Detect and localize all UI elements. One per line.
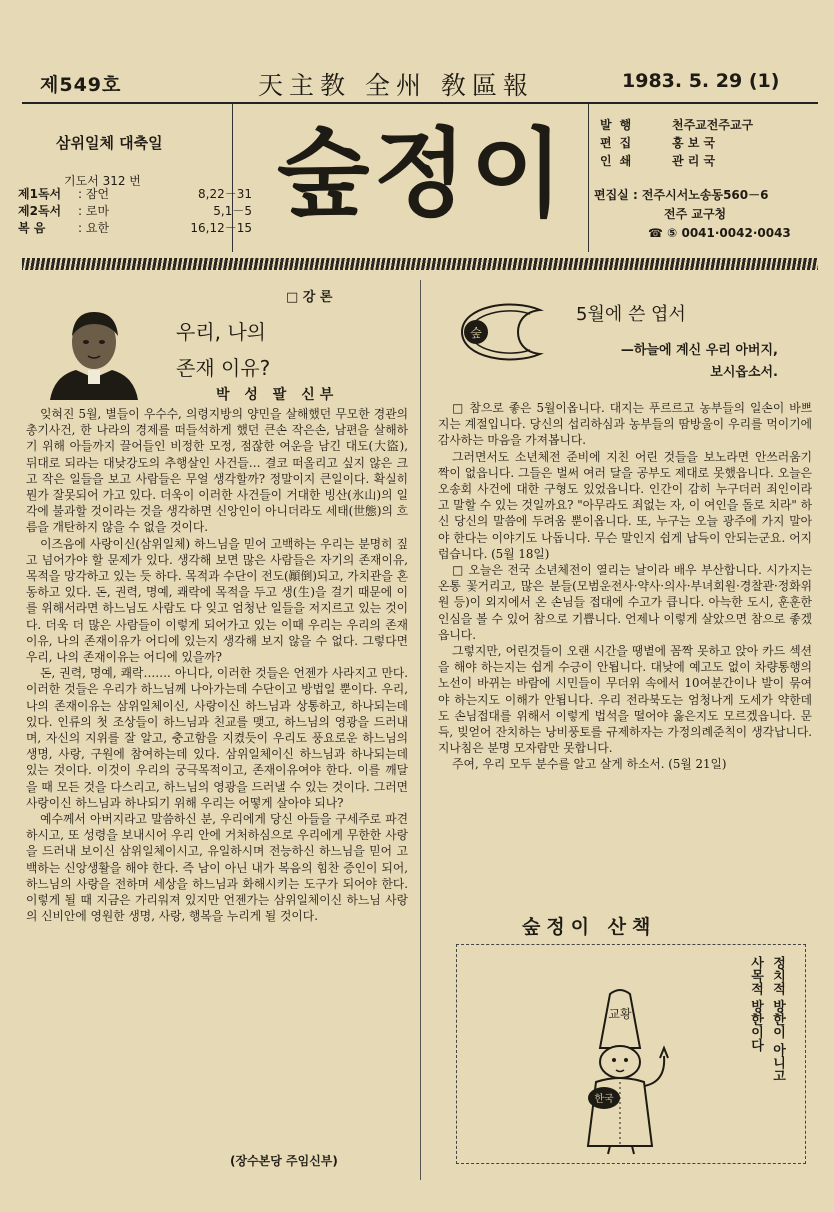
hat-label: 교황 xyxy=(608,1007,632,1021)
issue-date: 1983. 5. 29 (1) xyxy=(622,70,780,92)
cartoon-caption xyxy=(742,956,788,1082)
reading-label: 제2독서 xyxy=(18,204,62,218)
letter-paragraph: 그러면서도 소년체전 준비에 지친 어린 것들을 보노라면 안쓰러움기 짝이 없읍니다. 그들은 벌써 여러 달을 공부도 제대로 못했읍니다. 오늘은 오송회 사건에 대한 구형도 있었읍니다. 인간이 감히 누구더러 죄인이라고 말할 수 있는 것일까요? "아무라도 죄없는 자, 이 여인을 돌로 치라" 하신 당신의 말씀에 두려움 뿐이옵니다. 또, 누구는 오늘 광주에 가지 말아야 한다는 이야기도 나돕니다. 무슨 말인지 쉽게 납득이 안되는군요. 어지럽습니다. (5월 18일) xyxy=(438,449,812,561)
reading-verses: 5,1－5 xyxy=(213,204,252,218)
author-photo xyxy=(40,300,148,400)
editorial-signature: (장수본당 주임신부) xyxy=(230,1154,338,1168)
reading-label: 복 음 xyxy=(18,221,46,235)
address-line-2: 전주 교구청 xyxy=(664,207,727,221)
publisher-key: 인쇄 xyxy=(600,154,640,168)
section-tag: □ 강 론 xyxy=(286,290,333,305)
letter-subtitle xyxy=(568,340,778,384)
column-divider xyxy=(420,280,421,1180)
issue-number: 제549호 xyxy=(40,74,122,96)
editorial-paragraph: 이즈음에 사랑이신(삼위일체) 하느님을 믿어 고백하는 우리는 분명히 짚고 넘어가야 할 문제가 있다. 생각해 보면 많은 사람들은 자기의 존재이유, 목적을 망각하고 있는 듯 하다. 목적과 수단이 전도(顚倒)되고, 가치관을 혼동하고 있다. 돈, 권력, 명예, 쾌락에 목적을 두고 생(生)을 걸기 때문에 이를 위해서라면 하느님도 사람도 다 잊고 엄청난 일들을 저지르고 있는 것이다. 더욱 더 많은 사람들이 이렇게 되어가고 있는 이때 우리는 우리의 존재이유, 나의 존재이유가 어디에 있는지 생각해 보지 않을 수 없다. 그렇다면 우리, 나의 존재이유는 어디에 있을까? xyxy=(26,536,408,665)
publisher-row xyxy=(600,152,753,170)
publisher-value: 홍 보 국 xyxy=(672,136,716,150)
feast-title: 삼위일체 대축일 xyxy=(56,134,163,152)
editorial-paragraph: 잊혀진 5월, 별들이 우수수, 의령지방의 양민을 살해했던 무모한 경관의 총기사건, 한 나라의 경제를 떠들석하게 했던 큰손 작은손, 남편을 살해하기 위해 아들까지 끌어들인 비정한 모정, 점잖한 여운을 남긴 대도(大盜), 뒤대로 되라는 대낮강도의 추행살인 사건들… 결코 떠올리고 싶지 않은 크고 작은 일들을 보고 사람들은 무얼 생각할까? 정말이지 큰일이다. 확실히 뭔가 잘못되어 가고 있다. 더욱이 이러한 사건들이 거대한 빙산(氷山)의 일각에 불과할 것이라는 것을 생각하면 신앙인이 아니더라도 세태(世態)의 흐름을 개탄하지 않을 수 없을 것이다. xyxy=(26,407,408,535)
letter-paragraph: □ 오늘은 전국 소년체전이 열리는 날이라 배우 부산합니다. 시가지는 온통 꽃거리고, 많은 분들(모범운전사·약사·의사·부녀회원·경찰관·정화위원 등)이 외지에서 온 손님들 접대에 수고가 큽니다. 아늑한 도시, 훈훈한 인심을 볼 수 있어 참으로 기쁩니다. 언제나 이렇게 살았으면 참으로 좋겠읍니다. xyxy=(438,563,812,642)
editorial-paragraph: 돈, 권력, 명예, 쾌락……. 아니다, 이러한 것들은 언젠가 사라지고 만다. 이러한 것들은 우리가 하느님께 나아가는데 수단이고 방법일 뿐이다. 우리, 나의 존재이유는 삼위일체이신, 사랑이신 하느님과 상통하고, 하나되는데 있다. 인류의 첫 조상들이 하느님과 친교를 맺고, 하느님의 영광을 드러내며, 자신의 지위를 잘 알고, 충고함을 지켰듯이 우리도 풍요로운 하느님의 생명, 사랑, 구원에 참여하는데 있다. 삼위일체이신 하느님과 하나되는데 있는 것이다. 이것이 우리의 궁극목적이고, 존재이유여야 한다. 이를 깨달을 때 모든 것을 다스리고, 하느님의 영광을 드러낼 수 있는 것이다. 그러면 사랑이신 하느님과 하나되기 위해 우리는 어떻게 살아야 되나? xyxy=(26,666,408,810)
publisher-key: 편집 xyxy=(600,136,640,150)
readings-list xyxy=(18,186,252,237)
cartoon-caption-line1: 정치적 방한이 아니고 xyxy=(770,956,785,1083)
editorial-body xyxy=(26,406,408,925)
address-block xyxy=(594,186,791,243)
letter-subtitle-line1: —하늘에 계신 우리 아버지, xyxy=(620,343,778,358)
reading-row xyxy=(18,186,252,203)
cartoon-title: 숲정이 산책 xyxy=(522,916,657,938)
letter-paragraph: □ 참으로 좋은 5월이옵니다. 대지는 푸르르고 농부들의 일손이 바쁘지는 계절입니다. 당신의 섭리하심과 농부들의 땀방울이 우리를 먹이기에 감사하는 마음을 가져봅니다. xyxy=(438,401,812,448)
postcard-logo xyxy=(452,294,548,370)
editorial-title-line2: 존재 이유? xyxy=(176,356,271,380)
publisher-row xyxy=(600,134,753,152)
editorial-author: 박 성 팔 신부 xyxy=(216,387,339,403)
reading-ref: : 로마 xyxy=(78,204,110,218)
editorial-title xyxy=(176,314,270,386)
publisher-key: 발행 xyxy=(600,118,640,132)
letter-paragraph: 그렇지만, 어린것들이 오랜 시간을 땡볕에 꼼짝 못하고 앉아 카드 섹션을 해야 하는지는 쉽게 수긍이 안됩니다. 대낮에 예고도 없이 차량통행의 노선이 바뀌는 바람에 시민들이 무더위 속에서 10여분간이나 발이 묶여야 하는지도 이해가 안됩니다. 우리 전라북도는 엄청나게 도세가 약한데도 손님접대를 위해서 이렇게 법석을 떨어야 옳은지도 모르겠읍니다. 문득, 빚얻어 잔치하는 낭비풍토를 규제하자는 가정의례준칙이 생각납니다. 지나침은 분명 모자람만 못합니다. xyxy=(438,644,812,756)
letter-title: 5월에 쓴 엽서 xyxy=(576,304,686,325)
masthead-title: 숲정이 xyxy=(276,118,568,230)
editorial-title-line1: 우리, 나의 xyxy=(176,320,266,344)
svg-text:숲: 숲 xyxy=(470,326,482,340)
reading-verses: 16,12－15 xyxy=(190,221,252,235)
reading-verses: 8,22－31 xyxy=(198,187,252,201)
publisher-value: 천주교전주교구 xyxy=(672,118,754,132)
reading-ref: : 잠언 xyxy=(78,187,110,201)
phone-line: ☎ ⑤ 0041·0042·0043 xyxy=(648,226,791,240)
address-line: 편집실 : 전주시서노송동560－6 xyxy=(594,188,769,202)
hymn-number: 기도서 312 번 xyxy=(64,174,141,188)
letter-subtitle-line2: 보시옵소서. xyxy=(710,365,778,380)
publisher-value: 관 리 국 xyxy=(672,154,716,168)
publisher-info xyxy=(600,116,753,170)
paper-name: 天主教 全州 敎區報 xyxy=(258,71,534,100)
decorative-band xyxy=(22,258,818,270)
letter-paragraph: 주여, 우리 모두 분수를 알고 살게 하소서. (5월 21일) xyxy=(452,757,727,772)
letter-body xyxy=(438,400,812,773)
reading-row xyxy=(18,203,252,220)
reading-row xyxy=(18,220,252,237)
cartoon-caption-line2: 사목적 방한이다 xyxy=(748,956,763,1052)
editorial-paragraph: 예수께서 아버지라고 말씀하신 분, 우리에게 당신 아들을 구세주로 파견하시고, 또 성령을 보내시어 우리 안에 거처하심으로 우리에게 무한한 사랑을 드러내 보이신 삼위일체이시고, 유일하시며 전능하신 하느님을 믿어 고백하는 신앙생활을 해야 한다. 즉 남이 아닌 내가 복음의 힘찬 증인이 되어, 하느님의 사랑을 전하며 세상을 하느님과 화해시키는 도구가 되어야 한다. 이렇게 될 때 지금은 가리워져 있지만 언젠가는 삼위일체이신 하느님 사랑의 신비안에 영원한 생명, 사랑, 행복을 누리게 될 것이다. xyxy=(26,812,408,924)
reading-label: 제1독서 xyxy=(18,187,62,201)
reading-ref: : 요한 xyxy=(78,221,110,235)
header-divider-right xyxy=(588,104,589,252)
bag-label: 한국 xyxy=(594,1094,614,1105)
publisher-row xyxy=(600,116,753,134)
pope-cartoon-figure xyxy=(570,986,680,1156)
